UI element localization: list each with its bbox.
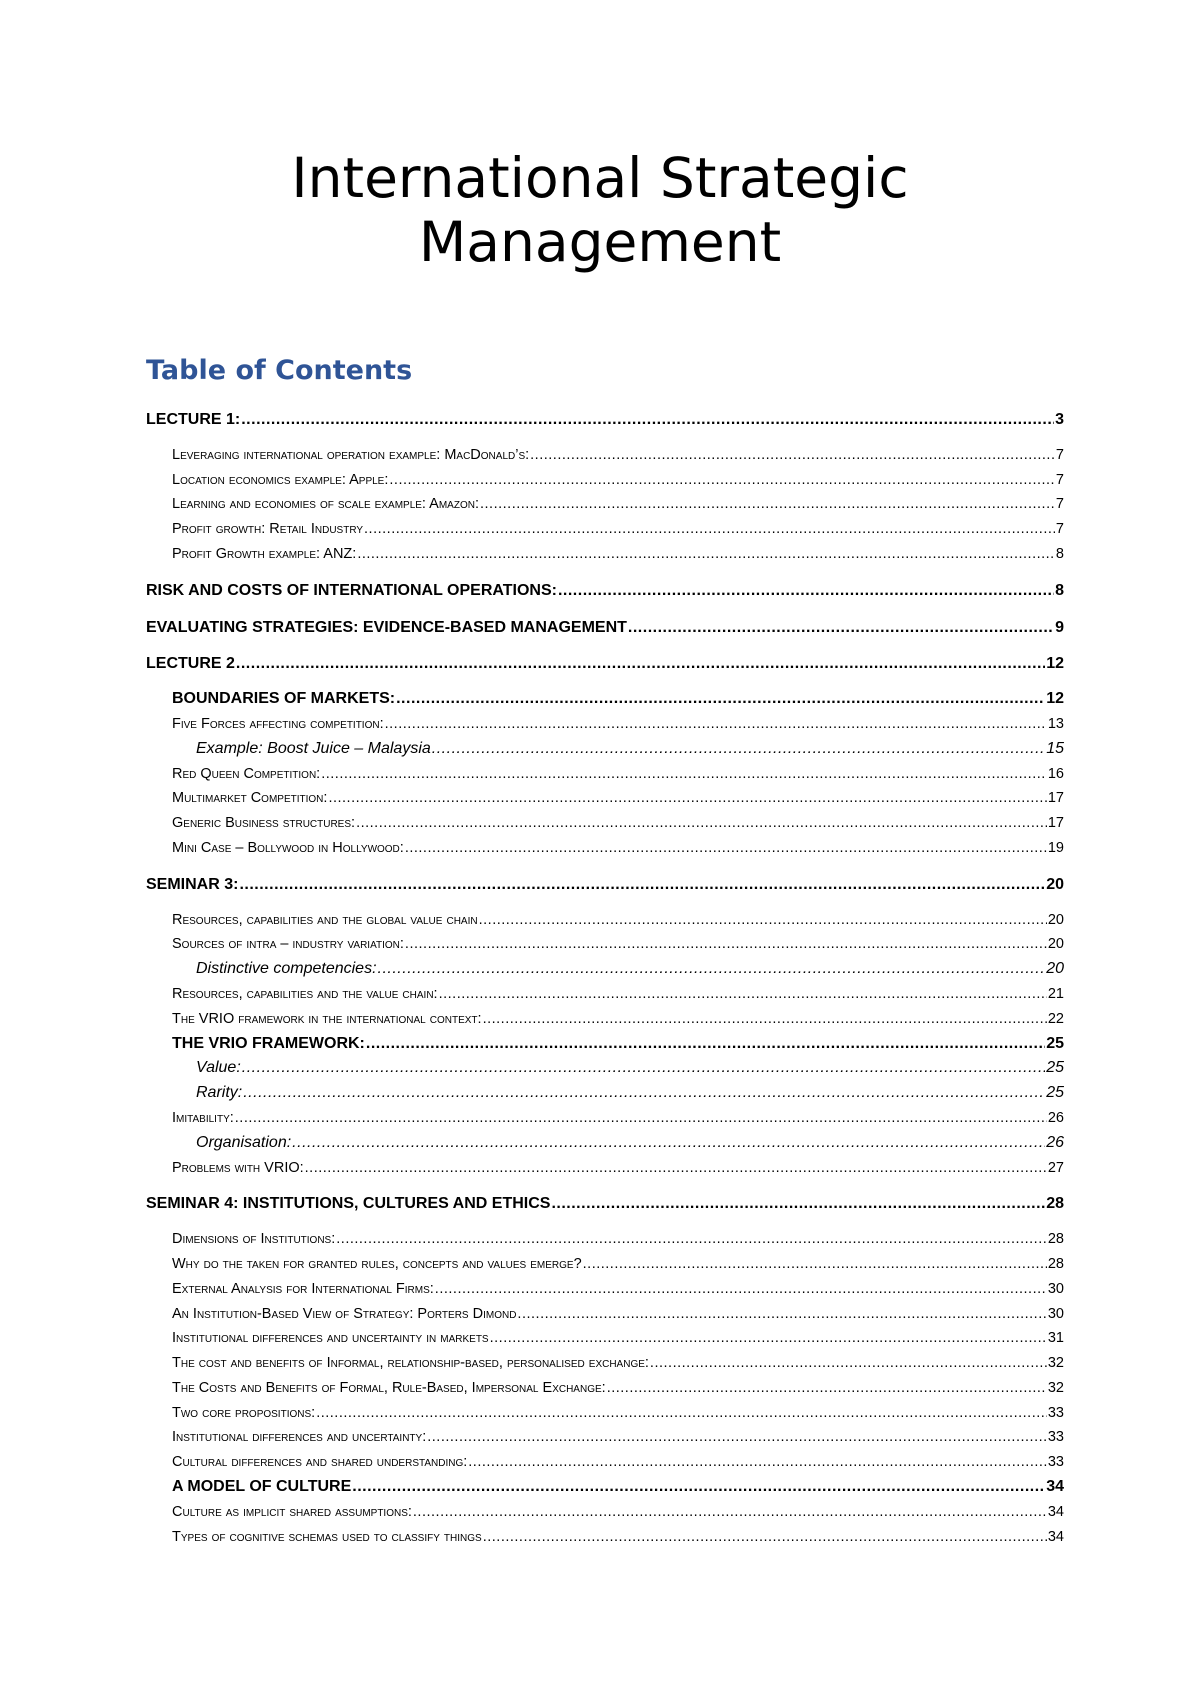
toc-entry-title: Problems with VRIO: — [172, 1159, 304, 1176]
toc-dot-leader — [366, 1032, 1045, 1057]
toc-entry[interactable] — [146, 1032, 1064, 1057]
toc-entry[interactable] — [146, 443, 1064, 468]
toc-dot-leader — [628, 616, 1054, 641]
toc-entry[interactable] — [146, 1425, 1064, 1450]
toc-dot-leader — [405, 932, 1047, 957]
toc-entry-page-number: 20 — [1047, 936, 1064, 953]
toc-entry[interactable] — [146, 932, 1064, 957]
toc-dot-leader — [413, 1500, 1047, 1525]
toc-entry-title: LECTURE 2 — [146, 655, 235, 673]
toc-entry[interactable] — [146, 1252, 1064, 1277]
toc-entry-title: SEMINAR 4: INSTITUTIONS, CULTURES AND ETHICS — [146, 1195, 551, 1213]
toc-entry-title: Institutional differences and uncertainty in markets — [172, 1330, 489, 1347]
toc-entry[interactable] — [146, 1326, 1064, 1351]
toc-dot-leader — [439, 982, 1047, 1007]
toc-entry-page-number: 32 — [1047, 1379, 1064, 1396]
toc-dot-leader — [483, 1007, 1047, 1032]
toc-dot-leader — [241, 408, 1054, 433]
toc-entry-page-number: 25 — [1046, 1059, 1064, 1077]
toc-dot-leader — [479, 908, 1047, 933]
toc-entry[interactable] — [146, 1277, 1064, 1302]
toc-entry-page-number: 19 — [1047, 839, 1064, 856]
toc-entry-title: Dimensions of Institutions: — [172, 1231, 336, 1248]
toc-dot-leader — [292, 1131, 1045, 1156]
toc-entry[interactable] — [146, 786, 1064, 811]
toc-entry-title: Location economics example: Apple: — [172, 471, 389, 488]
table-of-contents — [146, 408, 1064, 1549]
toc-entry[interactable] — [146, 542, 1064, 567]
toc-entry-title: Organisation: — [196, 1133, 292, 1151]
toc-entry-page-number: 28 — [1046, 1195, 1064, 1213]
toc-entry[interactable] — [146, 1525, 1064, 1550]
toc-entry-page-number: 34 — [1047, 1528, 1064, 1545]
toc-entry-page-number: 7 — [1055, 496, 1064, 513]
toc-entry-title: Imitability: — [172, 1109, 234, 1126]
toc-dot-leader — [468, 1450, 1047, 1475]
toc-dot-leader — [235, 1106, 1047, 1131]
toc-entry[interactable] — [146, 517, 1064, 542]
toc-entry-page-number: 7 — [1055, 521, 1064, 538]
toc-entry-title: Cultural differences and shared understanding: — [172, 1454, 468, 1471]
toc-entry-title: Types of cognitive schemas used to classify things — [172, 1528, 482, 1545]
toc-entry-title: Two core propositions: — [172, 1404, 316, 1421]
toc-entry-title: The cost and benefits of Informal, relationship-based, personalised exchange: — [172, 1355, 649, 1372]
toc-entry[interactable] — [146, 982, 1064, 1007]
toc-dot-leader — [432, 737, 1045, 762]
toc-entry-title: A MODEL OF CULTURE — [172, 1478, 352, 1496]
toc-entry-page-number: 25 — [1046, 1034, 1064, 1052]
toc-entry-title: Profit Growth example: ANZ: — [172, 545, 357, 562]
toc-entry[interactable] — [146, 1007, 1064, 1032]
toc-entry[interactable] — [146, 579, 1064, 604]
toc-dot-leader — [389, 468, 1055, 493]
toc-entry-title: Leveraging international operation example: MacDonald’s: — [172, 446, 530, 463]
toc-heading: Table of Contents — [146, 355, 413, 386]
toc-entry-page-number: 28 — [1047, 1255, 1064, 1272]
toc-entry-page-number: 34 — [1047, 1503, 1064, 1520]
toc-entry[interactable] — [146, 908, 1064, 933]
toc-entry-title: LECTURE 1: — [146, 411, 241, 428]
toc-dot-leader — [405, 836, 1047, 861]
toc-dot-leader — [517, 1302, 1046, 1327]
toc-dot-leader — [357, 542, 1055, 567]
toc-entry-title: THE VRIO FRAMEWORK: — [172, 1034, 365, 1052]
toc-entry-page-number: 26 — [1047, 1109, 1064, 1126]
toc-dot-leader — [305, 1156, 1047, 1181]
toc-entry-page-number: 13 — [1047, 715, 1064, 732]
toc-entry-title: External Analysis for International Firms: — [172, 1280, 434, 1297]
toc-dot-leader — [364, 517, 1055, 542]
toc-dot-leader — [396, 687, 1045, 712]
toc-entry-page-number: 28 — [1047, 1231, 1064, 1248]
toc-entry-page-number: 16 — [1047, 765, 1064, 782]
toc-dot-leader — [483, 1525, 1047, 1550]
toc-entry-title: RISK AND COSTS OF INTERNATIONAL OPERATIONS: — [146, 581, 557, 599]
toc-dot-leader — [583, 1252, 1047, 1277]
toc-entry-title: Culture as implicit shared assumptions: — [172, 1503, 412, 1520]
toc-entry-title: Institutional differences and uncertainty: — [172, 1429, 427, 1446]
toc-dot-leader — [316, 1401, 1047, 1426]
toc-entry-title: SEMINAR 3: — [146, 875, 239, 893]
toc-entry-page-number: 17 — [1047, 815, 1064, 832]
toc-entry-title: Learning and economies of scale example: Amazon: — [172, 496, 479, 513]
toc-dot-leader — [328, 786, 1046, 811]
toc-entry[interactable] — [146, 836, 1064, 861]
toc-entry-page-number: 22 — [1047, 1010, 1064, 1027]
toc-dot-leader — [236, 652, 1045, 677]
toc-entry-page-number: 7 — [1055, 471, 1064, 488]
toc-entry[interactable] — [146, 1131, 1064, 1156]
document-title-line-1: International Strategic — [291, 146, 909, 210]
toc-dot-leader — [435, 1277, 1047, 1302]
toc-entry-title: Resources, capabilities and the global value chain — [172, 911, 478, 928]
toc-dot-leader — [490, 1326, 1047, 1351]
toc-entry[interactable] — [146, 1056, 1064, 1081]
toc-entry[interactable] — [146, 408, 1064, 433]
toc-entry[interactable] — [146, 1156, 1064, 1181]
toc-entry-page-number: 33 — [1047, 1429, 1064, 1446]
toc-entry-page-number: 30 — [1047, 1280, 1064, 1297]
toc-entry-page-number: 21 — [1047, 985, 1064, 1002]
toc-entry[interactable] — [146, 492, 1064, 517]
toc-entry[interactable] — [146, 957, 1064, 982]
toc-entry-page-number: 26 — [1046, 1133, 1064, 1151]
toc-dot-leader — [530, 443, 1055, 468]
toc-entry-page-number: 31 — [1047, 1330, 1064, 1347]
toc-dot-leader — [558, 579, 1054, 604]
toc-entry-page-number: 8 — [1055, 581, 1064, 599]
toc-dot-leader — [336, 1227, 1047, 1252]
toc-entry-title: Distinctive competencies: — [196, 960, 377, 978]
toc-entry-title: An Institution-Based View of Strategy: Porters Dimond — [172, 1305, 517, 1322]
toc-entry-title: EVALUATING STRATEGIES: EVIDENCE-BASED MANAGEMENT — [146, 618, 627, 636]
toc-entry[interactable] — [146, 468, 1064, 493]
toc-entry-title: Resources, capabilities and the value chain: — [172, 985, 438, 1002]
toc-entry-page-number: 32 — [1047, 1355, 1064, 1372]
document-title-line-2: Management — [418, 210, 782, 274]
toc-dot-leader — [378, 957, 1046, 982]
toc-dot-leader — [239, 873, 1045, 898]
toc-entry-page-number: 17 — [1047, 790, 1064, 807]
toc-entry-title: Rarity: — [196, 1084, 243, 1102]
toc-entry-title: Sources of intra – industry variation: — [172, 936, 404, 953]
toc-entry[interactable] — [146, 616, 1064, 641]
toc-entry-page-number: 9 — [1055, 618, 1064, 636]
toc-entry-title: Why do the taken for granted rules, concepts and values emerge? — [172, 1255, 582, 1272]
toc-entry-title: The Costs and Benefits of Formal, Rule-Based, Impersonal Exchange: — [172, 1379, 606, 1396]
toc-entry-page-number: 12 — [1046, 690, 1064, 708]
toc-entry[interactable] — [146, 1450, 1064, 1475]
toc-entry-title: Mini Case – Bollywood in Hollywood: — [172, 839, 404, 856]
toc-entry[interactable] — [146, 1081, 1064, 1106]
toc-entry-page-number: 7 — [1055, 446, 1064, 463]
toc-entry-page-number: 30 — [1047, 1305, 1064, 1322]
toc-entry[interactable] — [146, 1500, 1064, 1525]
toc-entry-page-number: 12 — [1046, 655, 1064, 673]
toc-entry-title: Five Forces affecting competition: — [172, 715, 384, 732]
toc-dot-leader — [243, 1081, 1045, 1106]
toc-dot-leader — [242, 1056, 1045, 1081]
toc-entry[interactable] — [146, 1376, 1064, 1401]
toc-entry[interactable] — [146, 687, 1064, 712]
toc-entry[interactable] — [146, 1351, 1064, 1376]
toc-entry[interactable] — [146, 873, 1064, 898]
toc-entry-title: Generic Business structures: — [172, 815, 356, 832]
toc-entry-title: Red Queen Competition: — [172, 765, 321, 782]
toc-dot-leader — [352, 1475, 1045, 1500]
toc-entry-page-number: 8 — [1055, 545, 1064, 562]
toc-dot-leader — [480, 492, 1055, 517]
toc-entry-page-number: 34 — [1046, 1478, 1064, 1496]
toc-entry-page-number: 27 — [1047, 1159, 1064, 1176]
toc-entry[interactable] — [146, 762, 1064, 787]
toc-entry[interactable] — [146, 1401, 1064, 1426]
toc-entry-title: Profit growth: Retail Industry — [172, 521, 364, 538]
toc-entry[interactable] — [146, 811, 1064, 836]
toc-entry-page-number: 25 — [1046, 1084, 1064, 1102]
toc-dot-leader — [427, 1425, 1047, 1450]
toc-dot-leader — [321, 762, 1047, 787]
toc-entry-page-number: 20 — [1046, 960, 1064, 978]
toc-entry-page-number: 3 — [1055, 411, 1064, 428]
toc-entry-page-number: 15 — [1046, 739, 1064, 757]
toc-dot-leader — [650, 1351, 1047, 1376]
toc-entry[interactable] — [146, 712, 1064, 737]
toc-entry-title: Multimarket Competition: — [172, 790, 328, 807]
toc-entry[interactable] — [146, 1302, 1064, 1327]
toc-entry-page-number: 20 — [1047, 911, 1064, 928]
toc-entry[interactable] — [146, 1475, 1064, 1500]
toc-entry-page-number: 33 — [1047, 1404, 1064, 1421]
document-title — [0, 146, 1200, 274]
toc-entry[interactable] — [146, 737, 1064, 762]
toc-entry-title: BOUNDARIES OF MARKETS: — [172, 690, 396, 708]
toc-entry[interactable] — [146, 1192, 1064, 1217]
toc-entry[interactable] — [146, 1106, 1064, 1131]
toc-entry[interactable] — [146, 652, 1064, 677]
toc-entry-page-number: 20 — [1046, 875, 1064, 893]
toc-entry-page-number: 33 — [1047, 1454, 1064, 1471]
toc-dot-leader — [356, 811, 1047, 836]
toc-entry[interactable] — [146, 1227, 1064, 1252]
toc-dot-leader — [551, 1192, 1045, 1217]
toc-entry-title: Value: — [196, 1059, 241, 1077]
toc-entry-title: Example: Boost Juice – Malaysia — [196, 739, 431, 757]
toc-entry-title: The VRIO framework in the international context: — [172, 1010, 482, 1027]
toc-dot-leader — [607, 1376, 1047, 1401]
toc-dot-leader — [385, 712, 1047, 737]
